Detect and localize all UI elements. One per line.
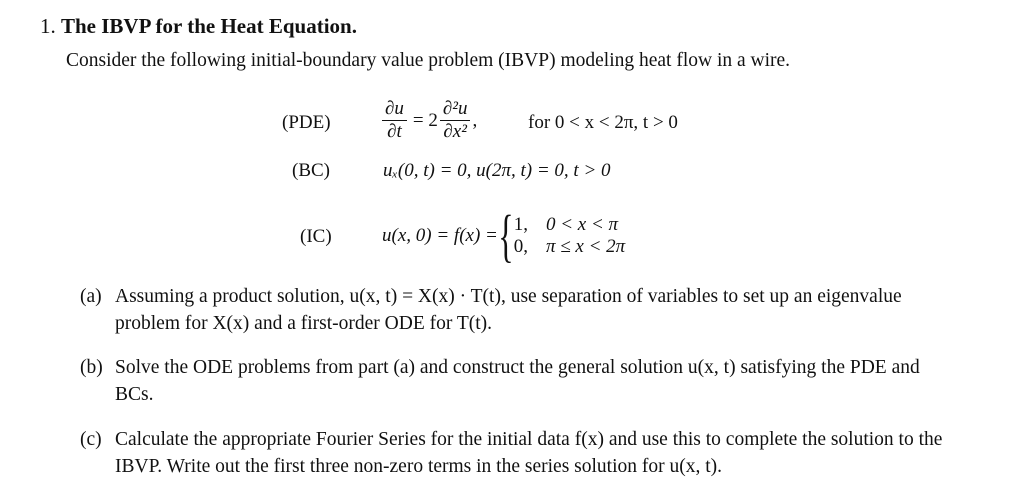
part-b	[80, 354, 960, 408]
part-c-tag: (c)	[80, 429, 102, 450]
ic-label: (IC)	[300, 226, 332, 247]
pde-lhs-fraction	[382, 98, 407, 143]
ic-case1-condition: 0 < x < π	[545, 214, 619, 235]
part-a-tag: (a)	[80, 286, 102, 307]
part-c	[80, 426, 960, 480]
pde-equals: = 2	[412, 109, 438, 131]
problem-intro: Consider the following initial-boundary value problem (IBVP) modeling heat flow in a wire.	[66, 50, 791, 71]
pde-equation	[380, 98, 477, 143]
ic-case2-condition: π ≤ x < 2π	[545, 236, 626, 257]
bc-equation: uₓ(0, t) = 0, u(2π, t) = 0, t > 0	[383, 160, 611, 181]
ic-cases	[514, 214, 625, 258]
pde-lhs-denominator: ∂t	[387, 121, 402, 142]
pde-rhs-numerator: ∂²u	[440, 98, 471, 121]
pde-rhs-denominator: ∂x²	[443, 121, 467, 142]
problem-title: The IBVP for the Heat Equation.	[61, 14, 357, 38]
left-brace: {	[498, 203, 514, 268]
part-b-text: Solve the ODE problems from part (a) and construct the general solution u(x, t) satisfying the PDE and BCs.	[115, 357, 920, 405]
pde-label: (PDE)	[282, 112, 331, 133]
part-c-text: Calculate the appropriate Fourier Series for the initial data f(x) and use this to complete the solution to the IBVP. Write out the first three non-zero terms in the series solution for u(x, t).	[115, 429, 943, 477]
problem-number: 1.	[40, 14, 56, 38]
pde-lhs-numerator: ∂u	[382, 98, 407, 121]
pde-domain: for 0 < x < 2π, t > 0	[528, 112, 678, 133]
pde-rhs-fraction	[440, 98, 471, 143]
ic-case1-value: 1,	[513, 214, 528, 235]
part-a-text: Assuming a product solution, u(x, t) = X(x) · T(t), use separation of variables to set up an eigenvalue problem for X(x) and a first-order ODE for T(t).	[115, 286, 902, 334]
pde-comma: ,	[472, 109, 478, 131]
problem-heading	[40, 14, 357, 39]
part-b-tag: (b)	[80, 357, 103, 378]
part-a	[80, 283, 960, 337]
ic-equation	[382, 203, 626, 268]
bc-label: (BC)	[292, 160, 330, 181]
ic-case2-value: 0,	[513, 236, 528, 257]
ic-lhs: u(x, 0) = f(x) =	[382, 225, 498, 246]
